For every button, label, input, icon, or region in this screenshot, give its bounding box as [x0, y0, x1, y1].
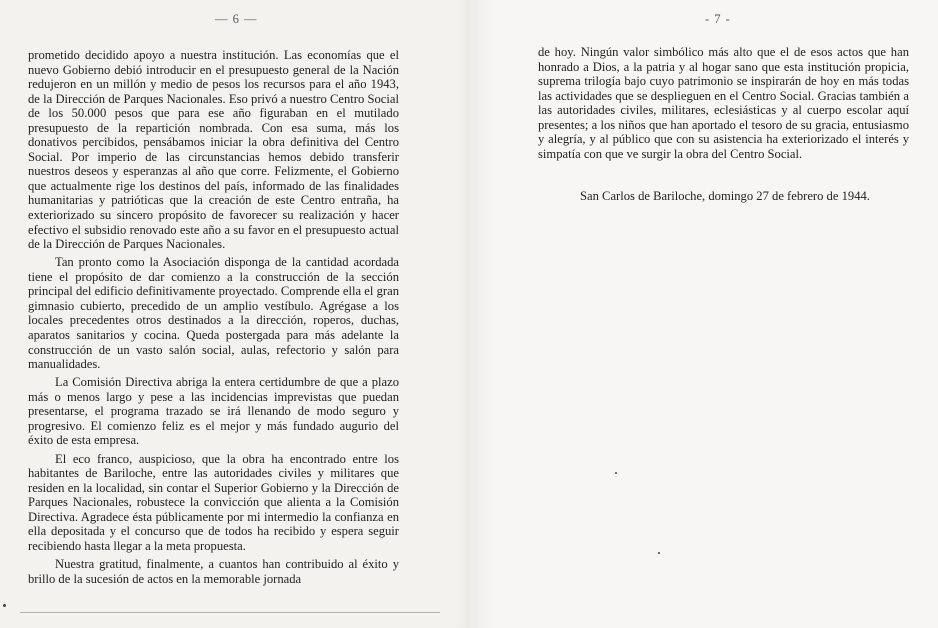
print-speck: [658, 552, 660, 554]
paragraph: prometido decidido apoyo a nuestra institución. Las economías que el nuevo Gobierno debió introducir en el presupuesto general de la Nación redujeron en un millón y medio de pesos los recursos para el año 1943, de la Dirección de Parques Nacionales. Eso privó a nuestro Centro Social de los 50.000 pesos que para ese año figuraban en el mutilado presupuesto de la repartición nombrada. Con esa suma, más los donativos percibidos, pensábamos iniciar la obra definitiva del Centro Social. Por imperio de las circunstancias hemos debido transferir nuestros deseos y esperanzas al año que corre. Felizmente, el Gobierno que actualmente rige los destinos del país, informado de las finalidades humanitarias y patrióticas que la creación de este Centro entraña, ha exteriorizado su sincero propósito de favorecer su realización y hacer efectivo el subsidio renovado este año a su favor en el presupuesto actual de la Dirección de Parques Nacionales.: [28, 48, 399, 252]
place-date-line: San Carlos de Bariloche, domingo 27 de febrero de 1944.: [580, 189, 870, 203]
print-speck: [3, 604, 6, 607]
book-gutter: [455, 0, 495, 628]
left-page-body: [28, 48, 399, 590]
page-edge-line: [20, 612, 440, 613]
print-speck: [615, 472, 617, 474]
page-number-left: — 6 —: [215, 12, 258, 26]
right-page-body: [538, 45, 909, 165]
paragraph: de hoy. Ningún valor simbólico más alto que el de esos actos que han honrado a Dios, a la patria y al hogar sano que esta institución propicia, suprema trilogía bajo cuyo patrimonio se inspirarán de hoy en más todas las actividades que se desplieguen en el Centro Social. Gracias también a las autoridades civiles, militares, eclesiásticas y al cuerpo escolar aquí presentes; a los niños que han aportado el tesoro de su gracia, entusiasmo y alegría, y al público que con su asistencia ha exteriorizado el interés y simpatía con que ve surgir la obra del Centro Social.: [538, 45, 909, 161]
paragraph: La Comisión Directiva abriga la entera certidumbre de que a plazo más o menos largo y pese a las incidencias imprevistas que puedan presentarse, el programa trazado se irá llenando de modo seguro y progresivo. El comienzo feliz es el mejor y más fundado augurio del éxito de esta empresa.: [28, 375, 399, 448]
paragraph: Tan pronto como la Asociación disponga de la cantidad acordada tiene el propósito de dar comienzo a la construcción de la sección principal del edificio definitivamente proyectado. Comprende ella el gran gimnasio cubierto, precedido de un amplio vestíbulo. Agrégase a los locales precedentes otros destinados a la dirección, roperos, duchas, aparatos sanitarios y cocina. Queda postergada para más adelante la construcción de un vasto salón social, aulas, refectorio y salón para manualidades.: [28, 255, 399, 372]
paragraph: Nuestra gratitud, finalmente, a cuantos han contribuido al éxito y brillo de la sucesión de actos en la memorable jornada: [28, 556, 399, 586]
paragraph: El eco franco, auspicioso, que la obra ha encontrado entre los habitantes de Bariloche, entre las autoridades civiles y militares que residen en la localidad, sin contar el Superior Gobierno y la Dirección de Parques Nacionales, robustece la convicción que alienta a la Comisión Directiva. Agradece ésta públicamente por mi intermedio la confianza en ella depositada y el concurso que de todos ha recibido y espera seguir recibiendo hasta llegar a la meta propuesta.: [28, 451, 399, 553]
page-number-right: - 7 -: [705, 12, 731, 26]
